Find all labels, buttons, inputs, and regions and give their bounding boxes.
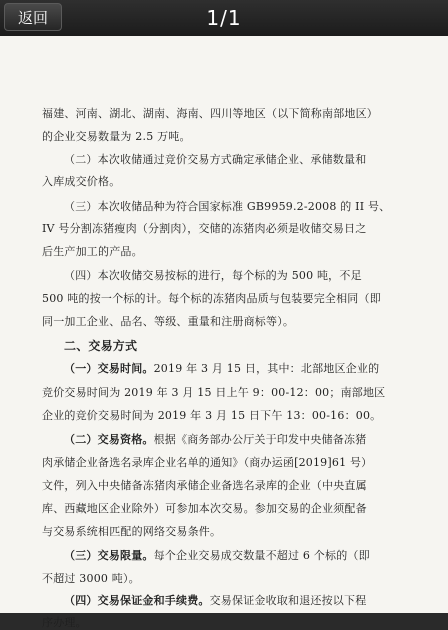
- heading-text: 二、交易方式: [64, 339, 138, 353]
- back-button[interactable]: 返回: [4, 3, 62, 31]
- item-lead: （一）交易时间。: [64, 362, 154, 375]
- line-text: 竞价交易时间为 2019 年 3 月 15 日上午 9：00-12：00；南部地区: [42, 386, 386, 399]
- doc-line: [42, 130, 191, 144]
- doc-line: [64, 269, 362, 283]
- line-text: 企业的竞价交易时间为 2019 年 3 月 15 日下午 13：00-16：00。: [42, 409, 382, 422]
- item-lead: （四）交易保证金和手续费。: [64, 594, 210, 607]
- doc-line: [64, 153, 366, 167]
- line-text: 同一加工企业、品名、等级、重量和注册商标等）。: [42, 315, 295, 328]
- line-text: 后生产加工的产品。: [42, 245, 143, 258]
- doc-line: [42, 479, 367, 493]
- top-toolbar: [0, 0, 448, 36]
- line-text: IV 号分割冻猪瘦肉（分割肉），交储的冻猪肉必须是收储交易日之: [42, 222, 367, 235]
- line-text: 的企业交易数量为 2.5 万吨。: [42, 130, 191, 143]
- line-text: （二）本次收储通过竞价交易方式确定承储企业、承储数量和: [64, 153, 367, 166]
- doc-line: [42, 409, 381, 423]
- doc-line: [42, 502, 367, 516]
- line-text: 500 吨的按一个标的计。每个标的冻猪肉品质与包装要完全相同（即: [42, 292, 381, 305]
- line-text: 入库成交价格。: [42, 175, 121, 188]
- doc-line: [42, 386, 385, 400]
- page-indicator: 1/1: [206, 6, 242, 30]
- doc-line: [64, 433, 366, 447]
- section-heading: [64, 339, 137, 353]
- line-text: 根据《商务部办公厅关于印发中央储备冻猪: [153, 433, 367, 446]
- line-text: 文件，列入中央储备冻猪肉承储企业备选名录库的企业（中央直属: [42, 479, 367, 492]
- line-text: 库、西藏地区企业除外）可参加本次交易。参加交易的企业须配备: [42, 502, 367, 515]
- doc-line: [64, 200, 390, 214]
- line-text: （四）本次收储交易按标的进行，每个标的为 500 吨，不足: [64, 269, 362, 282]
- doc-line: [42, 222, 366, 236]
- doc-line: [64, 549, 370, 563]
- line-text: 2019 年 3 月 15 日，其中：北部地区企业的: [153, 362, 380, 375]
- line-text: 不超过 3000 吨）。: [42, 572, 140, 585]
- document-page[interactable]: [0, 36, 448, 629]
- doc-line: [64, 594, 366, 608]
- doc-line: [42, 616, 87, 630]
- line-text: （三）本次收储品种为符合国家标准 GB9959.2-2008 的 II 号、: [64, 200, 391, 213]
- doc-line: [42, 245, 143, 259]
- doc-line: [42, 315, 294, 329]
- line-text: 肉承储企业备选名录库企业名单的通知》（商办运函[2019]61 号）: [42, 456, 373, 469]
- doc-line: [42, 525, 221, 539]
- doc-line: [42, 292, 381, 306]
- doc-line: [64, 362, 379, 376]
- line-text: 交易保证金收取和退还按以下程: [209, 594, 367, 607]
- doc-line: [42, 456, 372, 470]
- line-text: 福建、河南、湖北、湖南、海南、四川等地区（以下简称南部地区）: [42, 107, 378, 120]
- doc-line: [42, 107, 378, 121]
- line-text: 序办理。: [42, 616, 87, 629]
- item-lead: （三）交易限量。: [64, 549, 154, 562]
- doc-line: [42, 572, 140, 586]
- line-text: 每个企业交易成交数量不超过 6 个标的（即: [153, 549, 370, 562]
- line-text: 与交易系统相匹配的网络交易条件。: [42, 525, 222, 538]
- item-lead: （二）交易资格。: [64, 433, 154, 446]
- doc-line: [42, 175, 120, 189]
